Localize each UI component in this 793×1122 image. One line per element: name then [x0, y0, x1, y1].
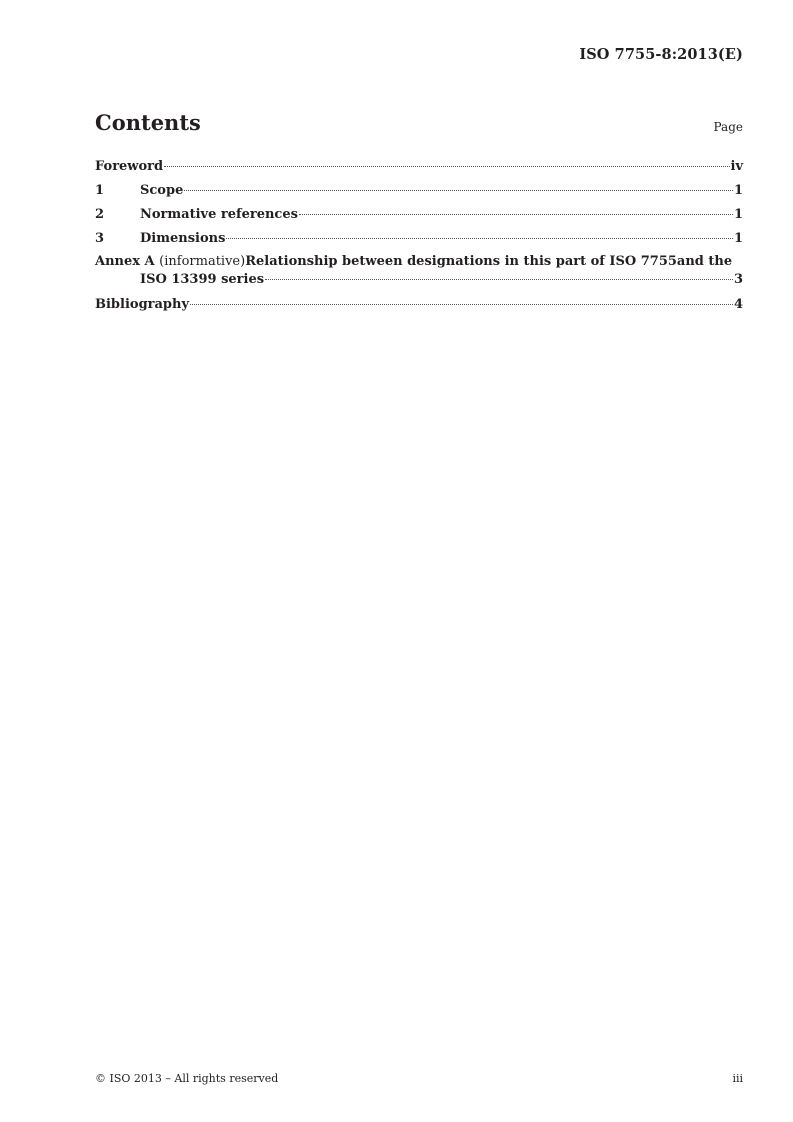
- toc-entry-page: 1: [733, 231, 743, 246]
- toc-entry-scope[interactable]: [95, 179, 743, 203]
- contents-header: [95, 110, 743, 140]
- table-of-contents: [95, 155, 743, 317]
- copyright-notice: © ISO 2013 – All rights reserved: [95, 1072, 279, 1085]
- toc-entry-number: 3: [95, 231, 105, 246]
- annex-title-line2: [95, 271, 743, 289]
- annex-title-line1: [95, 253, 743, 271]
- toc-entry-label: Normative references: [140, 207, 298, 222]
- toc-entry-number: 2: [95, 207, 105, 222]
- toc-entry-page: iv: [730, 159, 743, 174]
- page-column-label: Page: [713, 120, 743, 134]
- leader-dots: [184, 190, 733, 191]
- toc-entry-page: 1: [733, 207, 743, 222]
- leader-dots: [164, 166, 729, 167]
- contents-title: Contents: [95, 110, 201, 135]
- toc-entry-normative-references[interactable]: [95, 203, 743, 227]
- leader-dots: [226, 238, 733, 239]
- document-id: ISO 7755-8:2013(E): [579, 46, 743, 63]
- annex-prefix: Annex A: [95, 254, 155, 269]
- page-footer: [95, 1072, 743, 1088]
- toc-entry-label: Bibliography: [95, 297, 190, 312]
- toc-entry-page: 1: [733, 183, 743, 198]
- toc-entry-page: 3: [733, 272, 743, 287]
- leader-dots: [299, 214, 733, 215]
- toc-entry-label: Foreword: [95, 159, 164, 174]
- annex-type: (informative): [159, 254, 246, 269]
- toc-entry-page: 4: [733, 297, 743, 312]
- leader-dots: [190, 304, 733, 305]
- toc-entry-label: Dimensions: [140, 231, 226, 246]
- page-number: iii: [732, 1072, 743, 1085]
- toc-entry-number: 1: [95, 183, 105, 198]
- toc-entry-annex-a[interactable]: [95, 251, 743, 293]
- toc-entry-bibliography[interactable]: [95, 293, 743, 317]
- toc-entry-label: Scope: [140, 183, 184, 198]
- annex-title-continuation: ISO 13399 series: [140, 272, 265, 287]
- toc-entry-dimensions[interactable]: [95, 227, 743, 251]
- leader-dots: [265, 279, 733, 280]
- annex-title-text: Relationship between designations in this part of ISO 7755and the: [245, 254, 733, 269]
- toc-entry-foreword[interactable]: [95, 155, 743, 179]
